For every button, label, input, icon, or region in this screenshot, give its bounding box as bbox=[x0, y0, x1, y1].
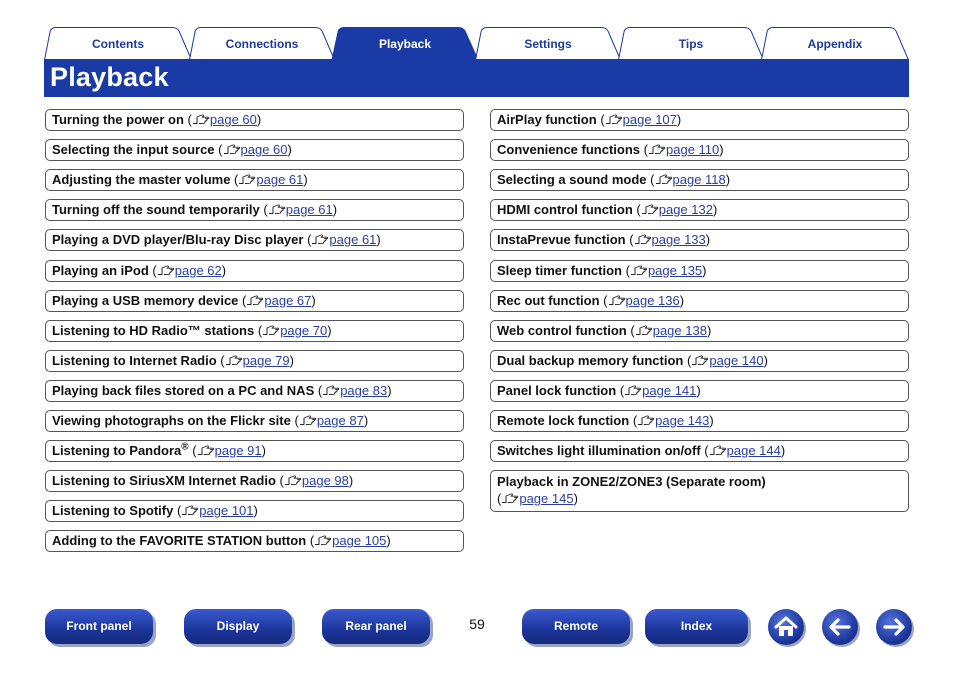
close-paren: ) bbox=[256, 112, 262, 127]
close-paren: ) bbox=[303, 172, 308, 188]
close-paren: ) bbox=[289, 352, 294, 368]
topic-title: Listening to Spotify bbox=[52, 503, 174, 519]
topic-title: Listening to SiriusXM Internet Radio bbox=[52, 473, 276, 489]
topic-link[interactable] bbox=[490, 440, 909, 462]
close-paren: ) bbox=[363, 413, 369, 428]
close-paren: ) bbox=[287, 142, 292, 158]
open-paren: ( bbox=[630, 322, 635, 338]
hand-pointer-icon bbox=[238, 173, 256, 185]
forward-button[interactable] bbox=[876, 609, 912, 645]
close-paren: ) bbox=[709, 413, 714, 428]
open-paren: ( bbox=[309, 533, 315, 549]
remote-button[interactable]: Remote bbox=[522, 609, 630, 644]
hand-pointer-icon bbox=[322, 384, 340, 396]
topic-title: Playing a DVD player/Blu-ray Disc player bbox=[52, 232, 304, 248]
hand-pointer-icon bbox=[634, 233, 652, 245]
topic-title: Adding to the FAVORITE STATION button bbox=[52, 533, 307, 549]
topic-link[interactable] bbox=[45, 290, 464, 312]
hand-pointer-icon bbox=[197, 444, 215, 456]
topic-title: Turning off the sound temporarily bbox=[52, 202, 260, 218]
page-title: Playback bbox=[50, 62, 169, 92]
close-paren: ) bbox=[386, 533, 391, 549]
open-paren: ( bbox=[317, 382, 323, 398]
topic-title: InstaPrevue function bbox=[497, 232, 626, 248]
open-paren: ( bbox=[279, 473, 284, 489]
topic-link[interactable] bbox=[45, 500, 464, 522]
open-paren: ( bbox=[632, 413, 638, 428]
home-icon bbox=[768, 609, 804, 645]
page-reference-link[interactable]: page 110 bbox=[666, 142, 720, 158]
close-paren: ) bbox=[679, 292, 685, 308]
hand-pointer-icon bbox=[225, 354, 243, 366]
tab-connections[interactable] bbox=[189, 27, 335, 60]
topic-link[interactable] bbox=[45, 199, 464, 221]
open-paren: ( bbox=[176, 503, 182, 519]
hand-pointer-icon bbox=[223, 143, 241, 155]
close-paren: ) bbox=[763, 352, 768, 368]
title-bar bbox=[44, 59, 909, 97]
open-paren: ( bbox=[600, 112, 605, 127]
hand-pointer-icon bbox=[635, 324, 653, 336]
topic-title: Remote lock function bbox=[497, 413, 630, 428]
close-paren: ) bbox=[719, 142, 724, 158]
tab-label: Tips bbox=[678, 37, 704, 51]
close-paren: ) bbox=[332, 202, 338, 218]
hand-pointer-icon bbox=[268, 203, 286, 215]
page-reference-link[interactable]: page 107 bbox=[622, 112, 677, 127]
topic-link[interactable] bbox=[490, 380, 909, 402]
topic-title: Switches light illumination on/off bbox=[497, 443, 701, 459]
close-paren: ) bbox=[712, 202, 718, 218]
topic-title: Listening to Internet Radio bbox=[52, 352, 217, 368]
hand-pointer-icon bbox=[299, 414, 317, 426]
close-paren: ) bbox=[327, 322, 332, 338]
open-paren: ( bbox=[629, 232, 634, 248]
hand-pointer-icon bbox=[157, 264, 175, 276]
close-paren: ) bbox=[221, 262, 227, 278]
topic-link[interactable] bbox=[45, 470, 464, 492]
page-reference-link[interactable]: page 83 bbox=[340, 382, 388, 398]
close-paren: ) bbox=[261, 443, 266, 459]
topic-link[interactable] bbox=[45, 380, 464, 402]
topic-link[interactable] bbox=[490, 410, 909, 432]
page-reference-link[interactable]: page 101 bbox=[199, 503, 254, 519]
page-reference-link[interactable]: page 143 bbox=[655, 413, 710, 428]
page-reference-link[interactable]: page 132 bbox=[658, 202, 713, 218]
hand-pointer-icon bbox=[648, 143, 666, 155]
page-reference-link[interactable]: page 136 bbox=[625, 292, 680, 308]
hand-pointer-icon bbox=[284, 474, 302, 486]
open-paren: ( bbox=[643, 142, 648, 158]
hand-pointer-icon bbox=[311, 233, 329, 245]
tab-tips[interactable] bbox=[618, 27, 764, 60]
tab-label: Playback bbox=[378, 37, 432, 51]
close-paren: ) bbox=[387, 382, 392, 398]
open-paren: ( bbox=[220, 352, 225, 368]
topic-link[interactable] bbox=[45, 440, 464, 462]
close-paren: ) bbox=[706, 322, 712, 338]
topic-title: Listening to HD Radio™ stations bbox=[52, 322, 255, 338]
chapter-tabs bbox=[44, 27, 910, 60]
topic-link[interactable] bbox=[490, 109, 909, 131]
topic-link[interactable] bbox=[45, 229, 464, 251]
topic-link[interactable] bbox=[490, 199, 909, 221]
topic-title: Adjusting the master volume bbox=[52, 172, 231, 188]
page-reference-link[interactable]: page 144 bbox=[726, 443, 781, 459]
page-reference-link[interactable]: page 140 bbox=[709, 352, 764, 368]
topic-title: AirPlay function bbox=[497, 112, 597, 127]
close-paren: ) bbox=[376, 232, 381, 248]
hand-pointer-icon bbox=[192, 113, 210, 125]
topic-link[interactable] bbox=[45, 410, 464, 432]
tab-contents[interactable] bbox=[44, 27, 192, 60]
open-paren: ( bbox=[619, 382, 625, 398]
tab-label: Settings bbox=[524, 37, 572, 51]
tab-settings[interactable] bbox=[475, 27, 621, 60]
topic-link[interactable] bbox=[490, 470, 909, 512]
close-paren: ) bbox=[311, 292, 316, 308]
topic-link[interactable] bbox=[490, 260, 909, 282]
close-paren: ) bbox=[573, 491, 578, 507]
arrow-right-icon bbox=[876, 609, 912, 645]
topic-link[interactable] bbox=[490, 169, 909, 191]
page-reference-link[interactable]: page 70 bbox=[280, 322, 328, 338]
index-button[interactable]: Index bbox=[645, 609, 748, 644]
topic-title: Dual backup memory function bbox=[497, 352, 684, 368]
topic-link[interactable] bbox=[45, 320, 464, 342]
page-reference-link[interactable]: page 135 bbox=[647, 262, 703, 278]
page-reference-link[interactable]: page 118 bbox=[672, 172, 726, 188]
page-reference-link[interactable]: page 98 bbox=[301, 473, 349, 489]
open-paren: ( bbox=[234, 172, 239, 188]
topic-link[interactable] bbox=[45, 169, 464, 191]
close-paren: ) bbox=[725, 172, 731, 188]
open-paren: ( bbox=[307, 232, 312, 248]
page-reference-link[interactable]: page 141 bbox=[642, 382, 697, 398]
close-paren: ) bbox=[705, 232, 711, 248]
topic-title: Sleep timer function bbox=[497, 262, 622, 278]
registered-mark: ® bbox=[181, 441, 189, 453]
topic-link[interactable] bbox=[45, 139, 464, 161]
hand-pointer-icon bbox=[691, 354, 709, 366]
tab-label: Appendix bbox=[807, 37, 863, 51]
open-paren: ( bbox=[187, 112, 192, 127]
hand-pointer-icon bbox=[637, 414, 655, 426]
topic-link[interactable] bbox=[45, 109, 464, 131]
home-button[interactable] bbox=[768, 609, 804, 645]
close-paren: ) bbox=[702, 262, 707, 278]
hand-pointer-icon bbox=[709, 444, 727, 456]
hand-pointer-icon bbox=[181, 504, 199, 516]
topic-link[interactable] bbox=[490, 350, 909, 372]
page-number: 59 bbox=[469, 616, 485, 632]
topic-link[interactable] bbox=[490, 320, 909, 342]
topic-link[interactable] bbox=[490, 139, 909, 161]
topic-title: Convenience functions bbox=[497, 142, 641, 158]
hand-pointer-icon bbox=[246, 294, 264, 306]
topic-title: Web control function bbox=[497, 322, 627, 338]
close-paren: ) bbox=[676, 112, 682, 127]
topic-title: Panel lock function bbox=[497, 382, 617, 398]
hand-pointer-icon bbox=[314, 534, 332, 546]
close-paren: ) bbox=[253, 503, 258, 519]
page-reference-link[interactable]: page 61 bbox=[256, 172, 304, 188]
hand-pointer-icon bbox=[501, 492, 519, 504]
open-paren: ( bbox=[263, 202, 268, 218]
hand-pointer-icon bbox=[655, 173, 673, 185]
hand-pointer-icon bbox=[641, 203, 659, 215]
open-paren: ( bbox=[650, 172, 655, 188]
page-reference-link[interactable]: page 133 bbox=[651, 232, 706, 248]
open-paren: ( bbox=[192, 443, 197, 459]
open-paren: ( bbox=[603, 292, 608, 308]
topic-title: Selecting the input source bbox=[52, 142, 215, 158]
tab-appendix[interactable] bbox=[761, 27, 909, 60]
hand-pointer-icon bbox=[624, 384, 642, 396]
topic-link[interactable] bbox=[45, 530, 464, 552]
topic-title: Rec out function bbox=[497, 292, 600, 308]
close-paren: ) bbox=[780, 443, 786, 459]
topic-title: HDMI control function bbox=[497, 202, 633, 218]
hand-pointer-icon bbox=[605, 113, 623, 125]
topic-title: Turning the power on bbox=[52, 112, 184, 127]
topic-title: Playing a USB memory device bbox=[52, 292, 239, 308]
open-paren: ( bbox=[242, 292, 247, 308]
open-paren: ( bbox=[218, 142, 223, 158]
open-paren: ( bbox=[687, 352, 692, 368]
hand-pointer-icon bbox=[608, 294, 626, 306]
hand-pointer-icon bbox=[630, 264, 648, 276]
topic-title: Playing back files stored on a PC and NAS bbox=[52, 382, 315, 398]
close-paren: ) bbox=[696, 382, 701, 398]
page-reference-link[interactable]: page 105 bbox=[332, 533, 387, 549]
rear-panel-button[interactable]: Rear panel bbox=[322, 609, 430, 644]
page-reference-link[interactable]: page 61 bbox=[285, 202, 333, 218]
open-paren: ( bbox=[636, 202, 641, 218]
page-reference-link[interactable]: page 61 bbox=[329, 232, 377, 248]
open-paren: ( bbox=[625, 262, 630, 278]
close-paren: ) bbox=[348, 473, 354, 489]
open-paren: ( bbox=[704, 443, 709, 459]
page-reference-link[interactable]: page 138 bbox=[652, 322, 707, 338]
topic-title: Selecting a sound mode bbox=[497, 172, 647, 188]
topic-link[interactable] bbox=[490, 290, 909, 312]
topic-title: Playing an iPod bbox=[52, 262, 149, 278]
page-reference-link[interactable]: page 91 bbox=[214, 443, 262, 459]
open-paren: ( bbox=[294, 413, 299, 428]
tab-label: Contents bbox=[92, 37, 144, 51]
page-reference-link[interactable]: page 60 bbox=[209, 112, 257, 127]
topic-link[interactable] bbox=[490, 229, 909, 251]
page-reference-link[interactable]: page 79 bbox=[242, 352, 290, 368]
topic-title: Playback in ZONE2/ZONE3 (Separate room) bbox=[497, 474, 766, 490]
page-reference-link[interactable]: page 60 bbox=[240, 142, 288, 158]
tab-label: Connections bbox=[225, 37, 299, 51]
display-button[interactable]: Display bbox=[184, 609, 292, 644]
open-paren: ( bbox=[257, 322, 263, 338]
arrow-left-icon bbox=[822, 609, 858, 645]
topic-link[interactable] bbox=[45, 350, 464, 372]
page-reference-link[interactable]: page 67 bbox=[264, 292, 312, 308]
page-reference-link[interactable]: page 87 bbox=[316, 413, 364, 428]
page-reference-link[interactable]: page 145 bbox=[519, 491, 574, 507]
tab-playback[interactable] bbox=[332, 27, 478, 60]
topic-link[interactable] bbox=[45, 260, 464, 282]
open-paren: ( bbox=[152, 262, 157, 278]
open-paren: ( bbox=[497, 491, 502, 507]
hand-pointer-icon bbox=[262, 324, 280, 336]
page-reference-link[interactable]: page 62 bbox=[174, 262, 222, 278]
back-button[interactable] bbox=[822, 609, 858, 645]
front-panel-button[interactable]: Front panel bbox=[45, 609, 153, 644]
topic-title: Listening to Pandora bbox=[52, 443, 182, 459]
topic-title: Viewing photographs on the Flickr site bbox=[52, 413, 291, 428]
